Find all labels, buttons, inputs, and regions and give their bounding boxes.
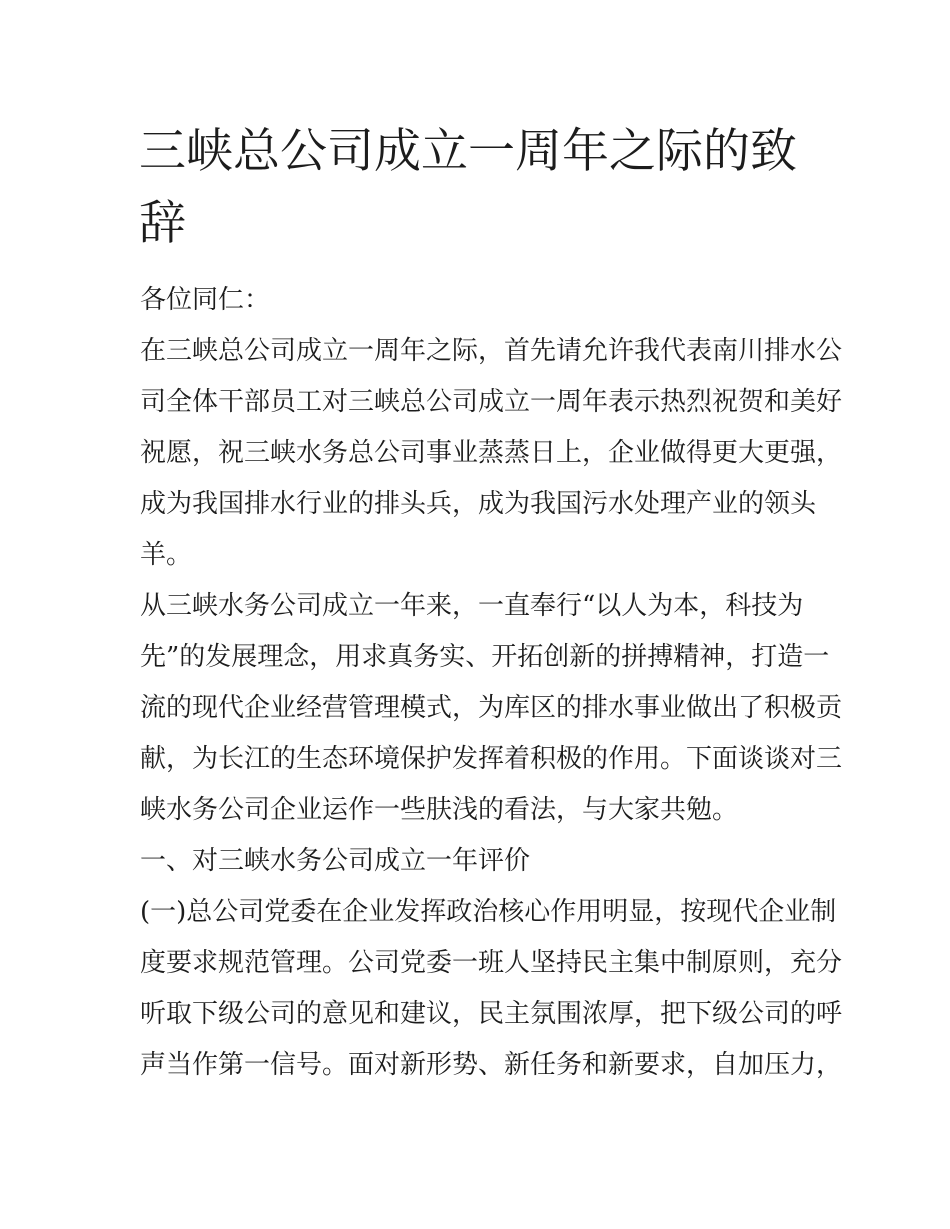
document-title: 三峡总公司成立一周年之际的致辞: [139, 124, 797, 251]
paragraph-line: 司全体干部员工对三峡总公司成立一周年表示热烈祝贺和美好: [140, 387, 843, 417]
paragraph-line: 祝愿，祝三峡水务总公司事业蒸蒸日上，企业做得更大更强，: [140, 438, 843, 468]
paragraph-line: (一)总公司党委在企业发挥政治核心作用明显，按现代企业制: [140, 897, 837, 927]
salutation: 各位同仁：: [140, 285, 271, 315]
paragraph-line: 先”的发展理念，用求真务实、开拓创新的拼搏精神，打造一: [140, 642, 830, 672]
paragraph-line: 成为我国排水行业的排头兵，成为我国污水处理产业的领头: [140, 489, 817, 519]
paragraph-line: 羊。: [140, 540, 193, 570]
paragraph-line: 在三峡总公司成立一周年之际，首先请允许我代表南川排水公: [140, 336, 843, 366]
paragraph-line: 听取下级公司的意见和建议，民主氛围浓厚，把下级公司的呼: [140, 999, 843, 1029]
section-heading: 一、对三峡水务公司成立一年评价: [140, 846, 531, 876]
paragraph-line: 从三峡水务公司成立一年来，一直奉行“以人为本，科技为: [140, 591, 804, 621]
paragraph-line: 度要求规范管理。公司党委一班人坚持民主集中制原则，充分: [140, 948, 843, 978]
paragraph-line: 峡水务公司企业运作一些肤浅的看法，与大家共勉。: [140, 795, 739, 825]
paragraph-line: 声当作第一信号。面对新形势、新任务和新要求，自加压力，: [140, 1050, 843, 1080]
paragraph-line: 献，为长江的生态环境保护发挥着积极的作用。下面谈谈对三: [140, 744, 843, 774]
paragraph-line: 流的现代企业经营管理模式，为库区的排水事业做出了积极贡: [140, 693, 843, 723]
